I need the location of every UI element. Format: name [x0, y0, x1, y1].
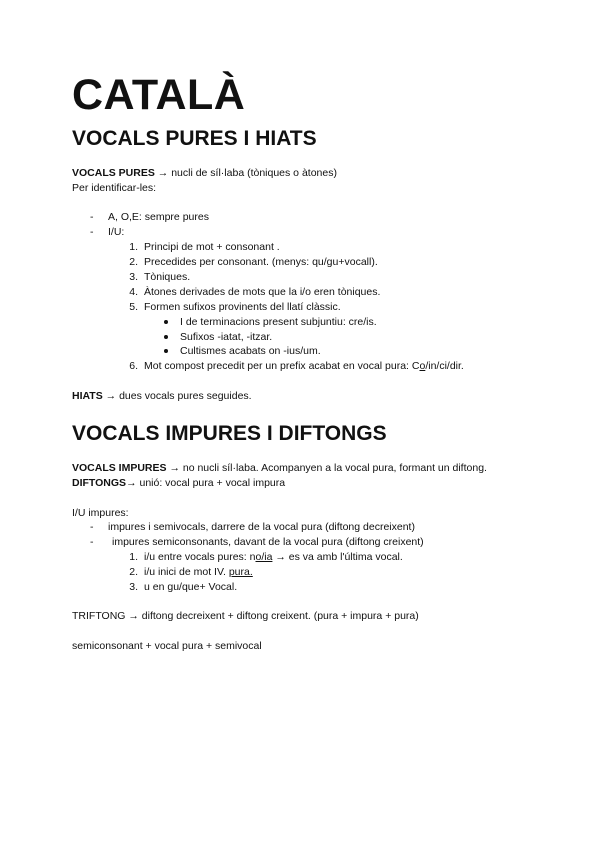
vocals-pures-text: → nucli de síl·laba (tòniques o àtones) — [157, 167, 337, 179]
dash-marker: - — [90, 536, 94, 548]
diftongs-text: → unió: vocal pura + vocal impura — [126, 477, 286, 489]
list-number: 2. — [129, 256, 138, 268]
underlined-text: o — [419, 360, 426, 372]
list-item-text: → es va amb l'última vocal. — [272, 551, 403, 563]
dash-item: impures semiconsonants, davant de la vocal pura (diftong creixent) — [112, 536, 424, 548]
dash-item: I/U: — [108, 226, 125, 238]
list-number: 2. — [129, 566, 138, 578]
semiconsonant-formula: semiconsonant + vocal pura + semivocal — [72, 640, 262, 652]
underlined-text: pura. — [228, 566, 253, 578]
bullet-item: Sufixos -iatat, -itzar. — [180, 331, 273, 343]
list-number: 3. — [129, 271, 138, 283]
dash-marker: - — [90, 211, 94, 223]
dash-item: impures i semivocals, darrere de la vocal pura (diftong decreixent) — [108, 521, 415, 533]
list-item-text: i/u entre vocals pures: n — [144, 551, 256, 563]
list-item: Tòniques. — [144, 271, 191, 283]
dash-item: A, O,E: sempre pures — [108, 211, 209, 223]
list-item-text: /in/ci/dir. — [425, 360, 464, 372]
vocals-pures-definition — [72, 167, 337, 180]
list-item-text: i/u inici de mot IV. — [144, 566, 229, 578]
list-number: 3. — [129, 581, 138, 593]
term-vocals-impures: VOCALS IMPURES — [72, 462, 167, 474]
list-item — [144, 360, 464, 373]
term-hiats: HIATS — [72, 390, 103, 402]
list-item — [144, 551, 403, 564]
term-diftongs: DIFTONGS — [72, 477, 127, 489]
list-item: Àtones derivades de mots que la i/o eren tòniques. — [144, 286, 381, 298]
section-heading-vocals-pures: VOCALS PURES I HIATS — [72, 127, 317, 150]
section-heading-vocals-impures: VOCALS IMPURES I DIFTONGS — [72, 422, 387, 445]
hiats-text: → dues vocals pures seguides. — [105, 390, 252, 402]
list-number: 5. — [129, 301, 138, 313]
diftongs-definition — [72, 477, 285, 490]
bullet-item: Cultismes acabats on -ius/um. — [180, 345, 321, 357]
list-item: Principi de mot + consonant . — [144, 241, 280, 253]
hiats-definition — [72, 390, 252, 403]
vocals-impures-text: → no nucli síl·laba. Acompanyen a la vocal pura, formant un diftong. — [169, 462, 487, 474]
underlined-text: o/ia — [255, 551, 273, 563]
bullet-icon — [164, 320, 168, 324]
list-number: 1. — [129, 241, 138, 253]
page-title: CATALÀ — [72, 71, 246, 119]
list-number: 6. — [129, 360, 138, 372]
dash-marker: - — [90, 521, 94, 533]
list-number: 1. — [129, 551, 138, 563]
list-item: Formen sufixos provinents del llatí clàssic. — [144, 301, 341, 313]
vocals-impures-definition — [72, 462, 487, 475]
bullet-icon — [164, 335, 168, 339]
list-item: u en gu/que+ Vocal. — [144, 581, 238, 593]
triftong-definition: TRIFTONG → diftong decreixent + diftong creixent. (pura + impura + pura) — [72, 610, 419, 622]
list-item — [144, 566, 253, 579]
list-number: 4. — [129, 286, 138, 298]
intro-text: Per identificar-les: — [72, 182, 157, 194]
list-item: Precedides per consonant. (menys: qu/gu+vocall). — [144, 256, 378, 268]
list-item-text: Mot compost precedit per un prefix acabat en vocal pura: C — [144, 360, 420, 372]
dash-marker: - — [90, 226, 94, 238]
term-vocals-pures: VOCALS PURES — [72, 167, 155, 179]
iu-impures-label: I/U impures: — [72, 507, 129, 519]
bullet-item: I de terminacions present subjuntiu: cre/is. — [180, 316, 377, 328]
bullet-icon — [164, 349, 168, 353]
